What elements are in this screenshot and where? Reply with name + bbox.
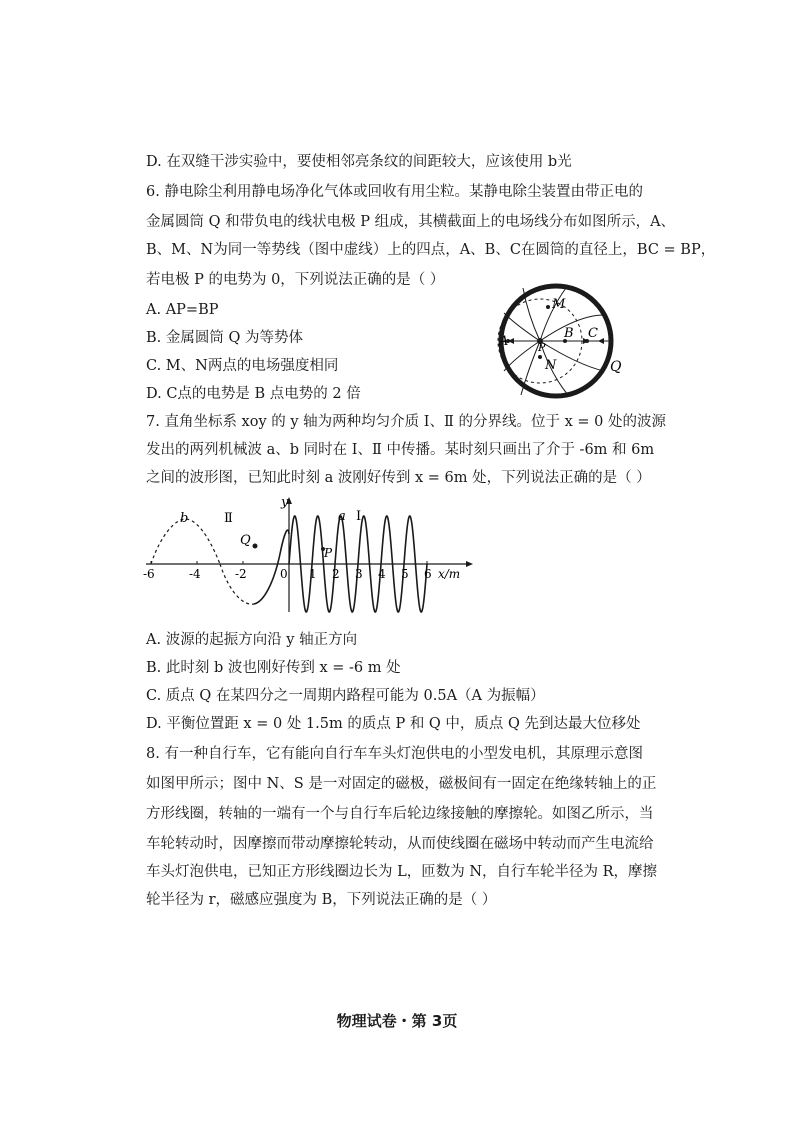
question-7-line-2: 发出的两列机械波 a、b 同时在 Ⅰ、Ⅱ 中传播。某时刻只画出了介于 -6m 和 6m <box>146 442 655 458</box>
precipitator-diagram <box>488 285 648 405</box>
question-7-option-d: D. 平衡位置距 x = 0 处 1.5m 的质点 P 和 Q 中，质点 Q 先到达最大位移处 <box>146 716 641 732</box>
x-tick-label: 2 <box>332 567 340 581</box>
question-7-option-a: A. 波源的起振方向沿 y 轴正方向 <box>146 632 358 648</box>
x-tick-label: -4 <box>189 567 201 581</box>
question-8-line-6: 轮半径为 r，磁感应强度为 B，下列说法正确的是（ ） <box>146 892 497 908</box>
x-tick-label: 0 <box>280 567 288 581</box>
question-8-line-5: 车头灯泡供电，已知正方形线圈边长为 L，匝数为 N，自行车轮半径为 R，摩擦 <box>146 864 658 880</box>
x-tick-label: 1 <box>309 567 317 581</box>
label-wave-a: a <box>338 509 346 524</box>
question-7-line-3: 之间的波形图，已知此时刻 a 波刚好传到 x = 6m 处，下列说法正确的是（ ） <box>146 470 651 486</box>
label-point-q: Q <box>240 533 251 548</box>
x-tick-label: -2 <box>235 567 247 581</box>
x-axis-label: x/m <box>438 567 461 581</box>
label-q: Q <box>610 359 622 375</box>
label-medium-2: Ⅱ <box>224 511 233 526</box>
question-8-line-1: 8. 有一种自行车，它有能向自行车车头灯泡供电的小型发电机，其原理示意图 <box>146 746 643 762</box>
point-q-dot <box>253 544 258 549</box>
question-7-line-1: 7. 直角坐标系 xoy 的 y 轴为两种均匀介质 Ⅰ、Ⅱ 的分界线。位于 x = 0 处的波源 <box>146 414 666 430</box>
question-6-line-1: 6. 静电除尘利用静电场净化气体或回收有用尘粒。某静电除尘装置由带正电的 <box>146 184 643 200</box>
question-8-line-2: 如图甲所示；图中 N、S 是一对固定的磁极，磁极间有一固定在绝缘转轴上的正 <box>146 776 657 792</box>
question-6-option-a: A. AP=BP <box>146 302 219 318</box>
page-footer: 物理试卷・第 3页 <box>336 1012 458 1030</box>
question-6-line-4: 若电极 P 的电势为 0，下列说法正确的是（ ） <box>146 272 445 288</box>
x-tick-label: 3 <box>355 567 363 581</box>
question-8-line-4: 车轮转动时，因摩擦而带动摩擦轮转动，从而使线圈在磁场中转动而产生电流给 <box>146 836 654 852</box>
wave-graph <box>143 494 476 616</box>
question-6-option-d: D. C点的电势是 B 点电势的 2 倍 <box>146 386 361 402</box>
x-tick-label: 6 <box>424 567 432 581</box>
y-axis-label: y <box>281 495 289 510</box>
option-6d-prev: D. 在双缝干涉实验中，要使相邻亮条纹的间距较大，应该使用 b光 <box>146 154 572 170</box>
x-tick-label: 4 <box>378 567 386 581</box>
label-medium-1: Ⅰ <box>356 509 362 524</box>
label-a: A <box>499 334 509 349</box>
x-tick-label: 5 <box>401 567 409 581</box>
label-wave-b: b <box>180 511 189 526</box>
label-m: M <box>552 297 566 312</box>
label-n: N <box>545 358 557 373</box>
question-6-option-c: C. M、N两点的电场强度相同 <box>146 358 339 374</box>
question-6-line-3: B、M、N为同一等势线（图中虚线）上的四点，A、B、C在圆筒的直径上，BC = BP， <box>146 242 716 258</box>
question-7-option-c: C. 质点 Q 在某四分之一周期内路程可能为 0.5A（A 为振幅） <box>146 688 545 704</box>
question-6-line-2: 金属圆筒 Q 和带负电的线状电极 P 组成，其横截面上的电场线分布如图所示，A、 <box>146 214 676 230</box>
question-6-option-b: B. 金属圆筒 Q 为等势体 <box>146 330 303 346</box>
question-8-line-3: 方形线圈，转轴的一端有一个与自行车后轮边缘接触的摩擦轮。如图乙所示，当 <box>146 806 654 822</box>
label-p: P <box>538 341 546 354</box>
question-7-option-b: B. 此时刻 b 波也刚好传到 x = -6 m 处 <box>146 660 401 676</box>
label-point-p: P <box>324 546 333 560</box>
x-tick-label: -6 <box>143 567 155 581</box>
label-c: C <box>588 326 598 341</box>
label-b: B <box>564 326 574 341</box>
